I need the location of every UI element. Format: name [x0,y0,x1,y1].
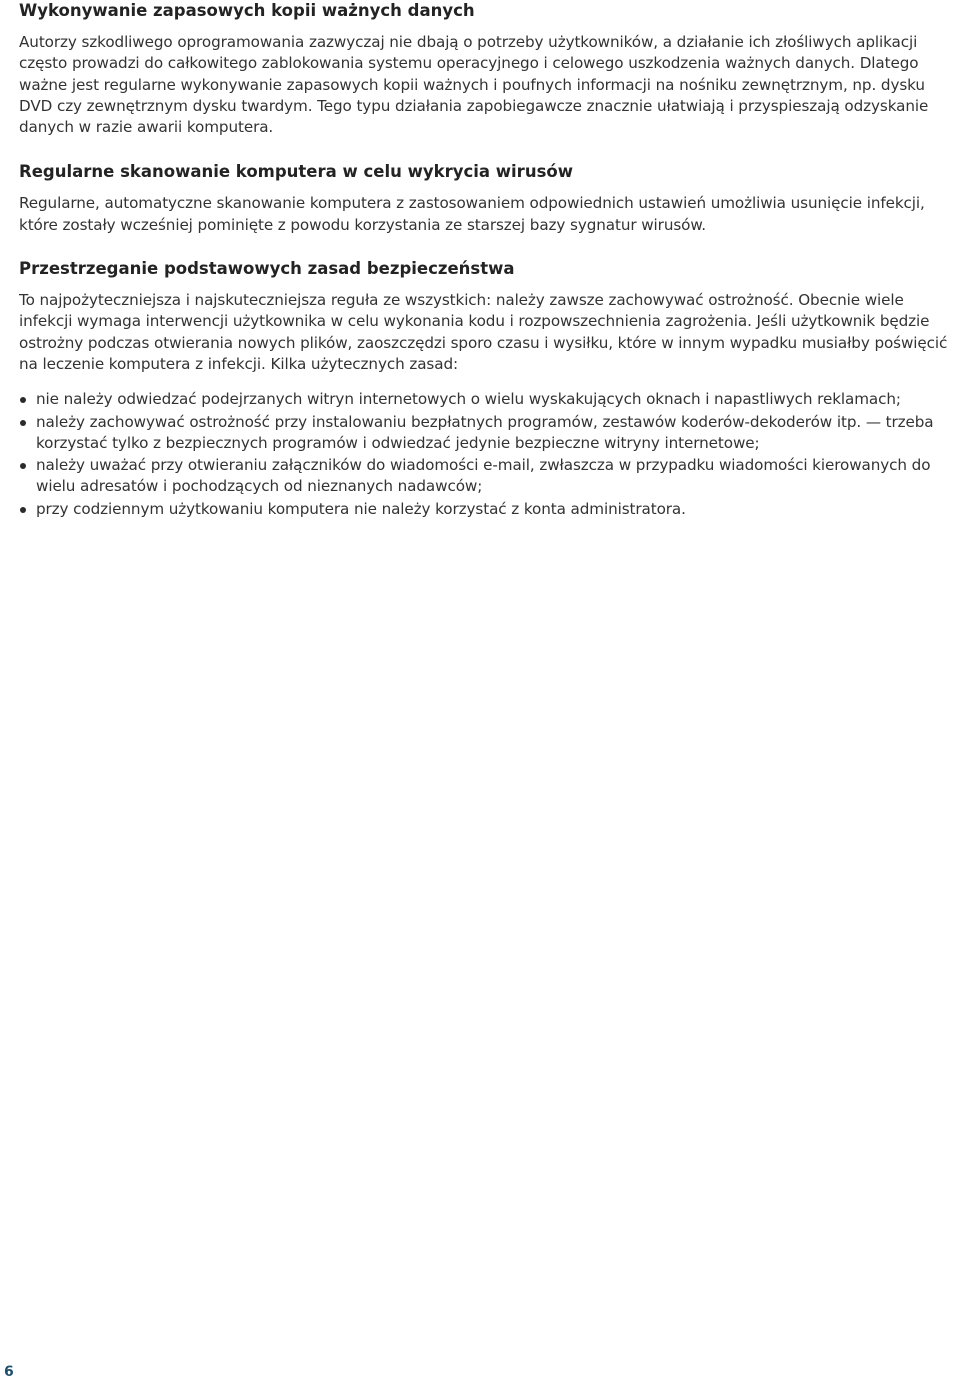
safety-rules-list [19,389,949,520]
section-text-backup: Autorzy szkodliwego oprogramowania zazwyczaj nie dbają o potrzeby użytkowników, a działanie ich złośliwych aplikacji często prowadzi do całkowitego zablokowania systemu operacyjnego i celowego uszkodzenia ważnych danych. Dlatego ważne jest regularne wykonywanie zapasowych kopii ważnych i poufnych informacji na nośniku zewnętrznym, np. dysku DVD czy zewnętrznym dysku twardym. Tego typu działania zapobiegawcze znacznie ułatwiają i przyspieszają odzyskanie danych w razie awarii komputera. [19,33,929,137]
section-title-scanning: Regularne skanowanie komputera w celu wykrycia wirusów [19,162,573,182]
bullet-icon [20,463,26,469]
list-item-text: przy codziennym użytkowaniu komputera nie należy korzystać z konta administratora. [36,499,686,518]
section-title-backup: Wykonywanie zapasowych kopii ważnych danych [19,1,475,20]
list-item [19,412,949,455]
bullet-icon [20,507,26,513]
document-page [19,0,949,521]
section-title-safety-rules: Przestrzeganie podstawowych zasad bezpieczeństwa [19,259,515,279]
page-number: 6 [4,1364,14,1380]
bullet-icon [20,420,26,426]
bullet-icon [20,397,26,403]
list-item [19,455,949,498]
section-text-safety-rules: To najpożyteczniejsza i najskuteczniejsza reguła ze wszystkich: należy zawsze zachowywać ostrożność. Obecnie wiele infekcji wymaga interwencji użytkownika w celu wykonania kodu i rozpowszechnienia zagrożenia. Jeśli użytkownik będzie ostrożny podczas otwierania nowych plików, zaoszczędzi sporo czasu i wysiłku, które w innym wypadku musiałby poświęcić na leczenie komputera z infekcji. Kilka użytecznych zasad: [19,291,948,373]
list-item-text: należy zachowywać ostrożność przy instalowaniu bezpłatnych programów, zestawów koderów-dekoderów itp. — trzeba korzystać tylko z bezpiecznych programów i odwiedzać jedynie bezpieczne witryny internetowe; [36,412,934,452]
list-item [19,389,949,410]
section-text-scanning: Regularne, automatyczne skanowanie komputera z zastosowaniem odpowiednich ustawień umożliwia usunięcie infekcji, które zostały wcześniej pominięte z powodu korzystania ze starszej bazy sygnatur wirusów. [19,194,925,234]
list-item-text: należy uważać przy otwieraniu załączników do wiadomości e-mail, zwłaszcza w przypadku wiadomości kierowanych do wielu adresatów i pochodzących od nieznanych nadawców; [36,456,931,496]
list-item-text: nie należy odwiedzać podejrzanych witryn internetowych o wielu wyskakujących oknach i napastliwych reklamach; [36,390,901,409]
list-item [19,499,949,520]
